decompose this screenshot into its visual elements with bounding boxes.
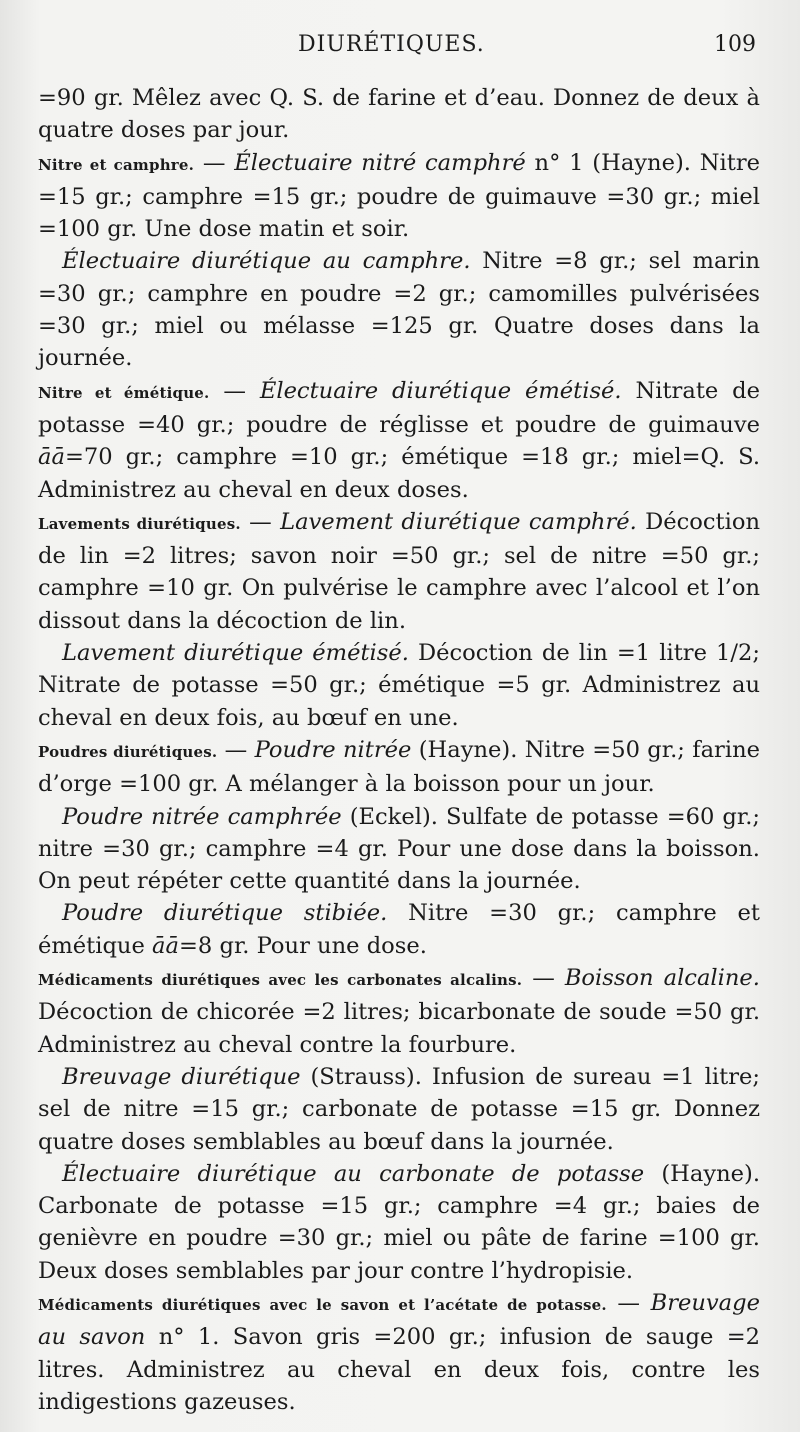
italic-title: Poudre nitrée [254,736,412,763]
page-header [0,30,800,66]
italic-title: Lavement diurétique camphré. [280,508,637,535]
paragraph [38,245,760,374]
body-run: — [194,149,235,176]
body-run: =8 gr. Pour une dose. [179,932,427,959]
paragraph [38,1158,760,1287]
page-number: 109 [714,32,756,57]
running-title: DIURÉTIQUES. [298,32,485,57]
italic-title: Boisson alcaline. [564,965,760,992]
paragraph [38,1287,760,1418]
italic-title: Lavement diurétique émétisé. [62,640,409,667]
body-run: (Strauss). Infusion de sureau =1 litre; sel de nitre =15 gr.; carbonate de potasse =15 gr. Donnez quatre doses semblables au bœuf dans la journée. [38,1063,760,1155]
paragraph [38,801,760,898]
body-run: Décoction de lin =2 litres; savon noir =50 gr.; sel de nitre =50 gr.; camphre =10 gr. On pulvérise le camphre avec l’alcool et l’on dissout dans la décoction de lin. [38,508,760,634]
body-run: =70 gr.; camphre =10 gr.; émétique =18 gr.; miel=Q. S. Administrez au cheval en deux doses. [38,444,760,503]
section-heading: Lavements diurétiques. [38,514,241,533]
section-heading: Nitre et camphre. [38,155,195,174]
italic-title: Électuaire diurétique émétisé. [259,377,622,404]
body-run: — [522,965,565,992]
paragraph [38,962,760,1061]
body-run: (Eckel). Sulfate de potasse =60 gr.; nitre =30 gr.; camphre =4 gr. Pour une dose dans la boisson. On peut répéter cette quantité dans la journée. [38,803,760,895]
body-run: Décoction de chicorée =2 litres; bicarbonate de soude =50 gr. Administrez au cheval contre la fourbure. [38,999,760,1058]
body-run: Nitre =30 gr.; camphre et émétique [38,900,760,959]
italic-title: āā [152,932,179,959]
section-heading: Médicaments diurétiques avec les carbonates alcalins. [38,971,523,990]
paragraph [38,147,760,246]
body-run: Décoction de lin =1 litre 1/2; Nitrate de potasse =50 gr.; émétique =5 gr. Administrez au cheval en deux fois, au bœuf en une. [38,640,760,731]
body-run: Nitrate de potasse =40 gr.; poudre de réglisse et poudre de guimauve [38,377,761,438]
paragraph [38,506,760,637]
body-run: n° 1 (Hayne). Nitre =15 gr.; camphre =15 gr.; poudre de guimauve =30 gr.; miel =100 gr. Une dose matin et soir. [38,149,760,243]
italic-title: Poudre diurétique stibiée. [62,900,388,927]
section-heading: Médicaments diurétiques avec le savon et l’acétate de potasse. [38,1295,607,1314]
body-run: n° 1. Savon gris =200 gr.; infusion de sauge =2 litres. Administrez au cheval en deux fois, contre les indigestions gazeuses. [38,1324,761,1415]
paragraph [38,82,760,147]
body-run: — [606,1289,651,1316]
body-run: — [217,736,255,763]
paragraph [38,1061,760,1158]
body-run: (Hayne). Nitre =50 gr.; farine d’orge =100 gr. A mélanger à la boisson pour un jour. [38,736,760,798]
section-heading: Poudres diurétiques. [38,742,218,761]
paragraph [38,897,760,962]
body-run: — [240,508,281,535]
body-run: Nitre =8 gr.; sel marin =30 gr.; camphre en poudre =2 gr.; camomilles pulvérisées =30 gr.; miel ou mélasse =125 gr. Quatre doses dans la journée. [38,248,761,372]
body-text [38,82,760,1418]
paragraph [38,637,760,734]
body-run: =90 gr. Mêlez avec Q. S. de farine et d’eau. Donnez de deux à quatre doses par jour. [38,85,760,144]
italic-title: Électuaire diurétique au camphre. [62,248,471,275]
italic-title: āā [38,444,65,471]
body-run: (Hayne). Carbonate de potasse =15 gr.; camphre =4 gr.; baies de genièvre en poudre =30 gr.; miel ou pâte de farine =100 gr. Deux doses semblables par jour contre l’hydropisie. [38,1160,760,1284]
body-run: — [209,377,260,404]
italic-title: Breuvage au savon [38,1289,760,1351]
paragraph [38,375,760,506]
italic-title: Poudre nitrée camphrée [62,803,342,830]
italic-title: Breuvage diurétique [62,1063,301,1090]
italic-title: Électuaire nitré camphré [234,149,526,176]
italic-title: Électuaire diurétique au carbonate de potasse [62,1160,645,1187]
section-heading: Nitre et émétique. [38,383,210,402]
paragraph [38,734,760,801]
